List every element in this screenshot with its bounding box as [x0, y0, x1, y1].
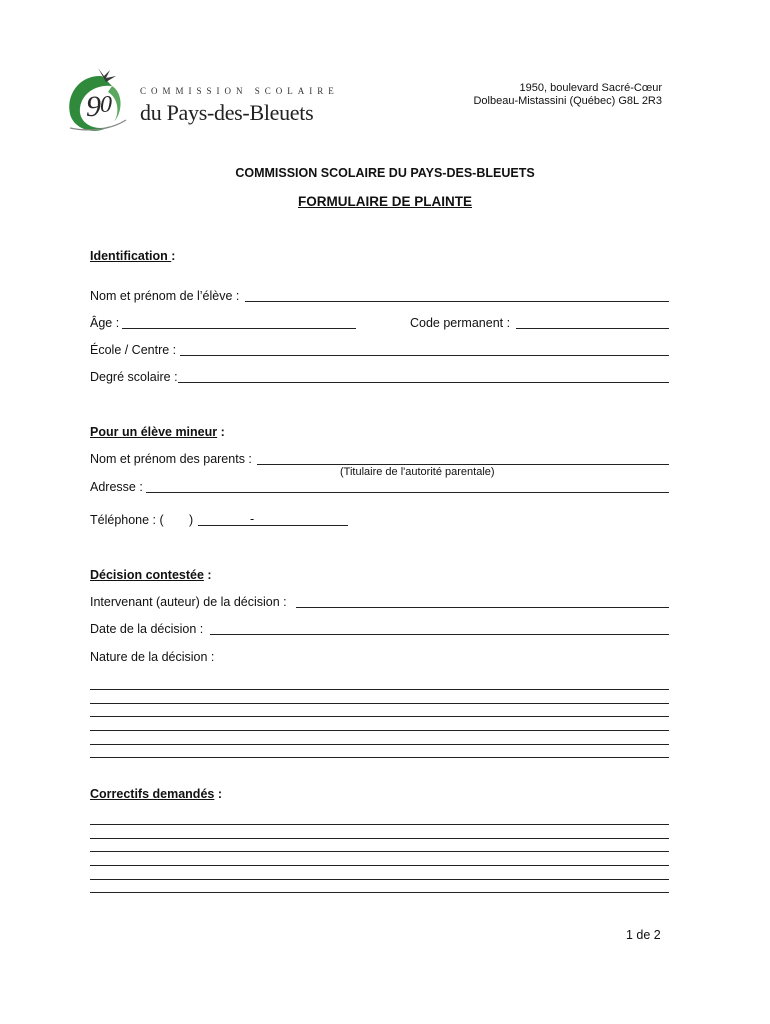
age-field[interactable] — [122, 328, 356, 329]
permanent-code-field[interactable] — [516, 328, 669, 329]
correctives-line-6[interactable] — [90, 892, 669, 893]
student-name-label: Nom et prénom de l’élève : — [90, 289, 240, 303]
document-title: COMMISSION SCOLAIRE DU PAYS-DES-BLEUETS — [235, 166, 535, 180]
decision-nature-line-3[interactable] — [90, 716, 669, 717]
section-identification-heading: Identification : — [90, 249, 176, 263]
decision-date-label: Date de la décision : — [90, 622, 204, 636]
student-name-field[interactable] — [245, 301, 669, 302]
logo — [60, 62, 340, 142]
section-decision-heading: Décision contestée : — [90, 568, 212, 582]
decision-nature-line-2[interactable] — [90, 703, 669, 704]
decision-date-field[interactable] — [210, 634, 669, 635]
decision-nature-line-6[interactable] — [90, 757, 669, 758]
decision-nature-label: Nature de la décision : — [90, 650, 215, 664]
phone-dash: - — [250, 512, 255, 526]
logo-text-top: COMMISSION SCOLAIRE — [140, 86, 339, 96]
correctives-line-5[interactable] — [90, 879, 669, 880]
correctives-line-2[interactable] — [90, 838, 669, 839]
decision-author-field[interactable] — [296, 607, 669, 608]
svg-text:0: 0 — [100, 92, 112, 118]
decision-author-label: Intervenant (auteur) de la décision : — [90, 595, 287, 609]
correctives-line-3[interactable] — [90, 851, 669, 852]
phone-paren-close: ) — [189, 513, 194, 527]
age-label: Âge : — [90, 316, 120, 330]
decision-nature-line-4[interactable] — [90, 730, 669, 731]
correctives-line-1[interactable] — [90, 824, 669, 825]
phone-area-field[interactable] — [198, 525, 348, 526]
parents-name-label: Nom et prénom des parents : — [90, 452, 252, 466]
parents-note: (Titulaire de l'autorité parentale) — [340, 466, 495, 478]
address-label: Adresse : — [90, 480, 143, 494]
address-line-2: Dolbeau-Mistassini (Québec) G8L 2R3 — [473, 95, 662, 107]
logo-text-main: du Pays-des-Bleuets — [140, 100, 314, 125]
form-title: FORMULAIRE DE PLAINTE — [298, 194, 472, 209]
address-line-1: 1950, boulevard Sacré-Cœur — [519, 82, 662, 94]
phone-label: Téléphone : ( — [90, 513, 164, 527]
page-number: 1 de 2 — [626, 928, 661, 942]
grade-label: Degré scolaire : — [90, 370, 178, 384]
logo-emblem-icon — [60, 62, 140, 142]
section-minor-heading: Pour un élève mineur : — [90, 425, 225, 439]
address-field[interactable] — [146, 492, 669, 493]
correctives-line-4[interactable] — [90, 865, 669, 866]
permanent-code-label: Code permanent : — [410, 316, 511, 330]
decision-nature-line-5[interactable] — [90, 744, 669, 745]
section-correctives-heading: Correctifs demandés : — [90, 787, 222, 801]
address-block — [473, 82, 662, 108]
grade-field[interactable] — [178, 382, 669, 383]
school-label: École / Centre : — [90, 343, 177, 357]
svg-text:9: 9 — [86, 90, 101, 123]
school-field[interactable] — [180, 355, 669, 356]
decision-nature-line-1[interactable] — [90, 689, 669, 690]
